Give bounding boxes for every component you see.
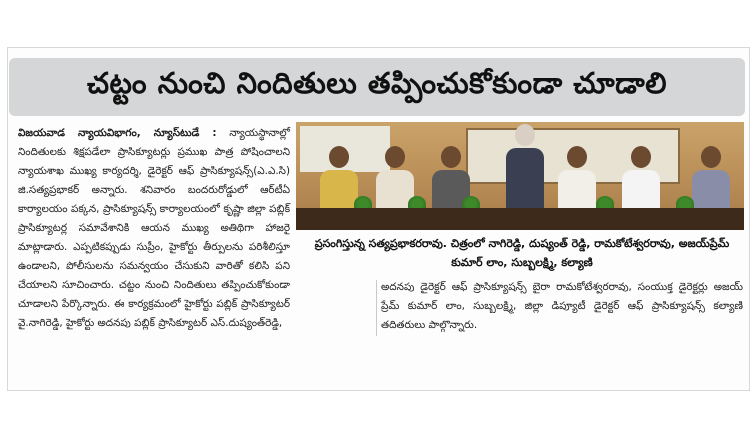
- person-figure: [622, 146, 660, 216]
- photo-table: [296, 208, 744, 230]
- headline: చట్టం నుంచి నిందితులు తప్పించుకోకుండా చూడాలి: [86, 66, 668, 100]
- person-figure: [320, 146, 358, 216]
- article-left-column: [18, 124, 290, 333]
- article-right-column: అదనపు డైరెక్టర్ ఆఫ్ ప్రాసిక్యూషన్స్ బైరా రామకోటేశ్వరరావు, సంయుక్త డైరెక్టర్లు అజయ్ ప్రేమ్ కుమార్ లాం, సుబ్బలక్ష్మి, జిల్లా డిప్యూటీ డైరెక్టర్ ఆఫ్ ప్రాసిక్యూషన్స్ కల్యాణి తదితరులు పాల్గొన్నారు.: [381, 281, 743, 331]
- person-figure: [558, 146, 596, 216]
- dateline: విజయవాడ న్యాయవిభాగం, న్యూస్‌టుడే :: [18, 127, 217, 139]
- speaker-figure: [506, 124, 544, 216]
- article-body-left: న్యాయస్థానాల్లో నిందితులకు శిక్షపడేలా ప్రాసిక్యూటర్లు ప్రముఖ పాత్ర పోషించాలని న్యాయశాఖ ముఖ్య కార్యదర్శి, డైరెక్టర్ ఆఫ్ ప్రాసిక్యూషన్స్(ఎ.ఎ.సి) జి.సత్యప్రభాకర్ అన్నారు. శనివారం బందరురోడ్డులో ఆర్‌టీఏ కార్యాలయం పక్కన, ప్రాసిక్యూషన్స్ కార్యాలయంలో కృష్ణా జిల్లా పబ్లిక్ ప్రాసిక్యూటర్ల సమావేశానికి ఆయన ముఖ్య అతిథిగా హాజరై మాట్లాడారు. ఎప్పటికప్పుడు సుప్రీం, హైకోర్టు తీర్పులను పరిశీలిస్తూ ఉండాలని, పోలీసులను సమన్వయం చేసుకుని వారితో కలిసి పని చేయాలని సూచించారు. చట్టం నుంచి నిందితులు తప్పించుకోకుండా చూడాలని పేర్కొన్నారు. ఈ కార్యక్రమంలో హైకోర్టు పబ్లిక్ ప్రాసిక్యూటర్ వై.నాగిరెడ్డి, హైకోర్టు అదనపు పబ్లిక్ ప్రాసిక్యూటర్ ఎస్.దుష్యంత్‌రెడ్డి,: [18, 127, 290, 329]
- event-photo: [296, 122, 744, 230]
- headline-banner: [9, 58, 745, 116]
- photo-caption: ప్రసంగిస్తున్న సత్యప్రభాకరరావు. చిత్రంలో నాగిరెడ్డి, దుష్యంత్ రెడ్డి, రామకోటేశ్వరరావు, అజయ్‌ప్రేమ్ కుమార్ లాం, సుబ్బలక్ష్మి, కల్యాణి: [314, 237, 730, 269]
- column-divider: [376, 280, 377, 336]
- person-figure: [692, 146, 730, 216]
